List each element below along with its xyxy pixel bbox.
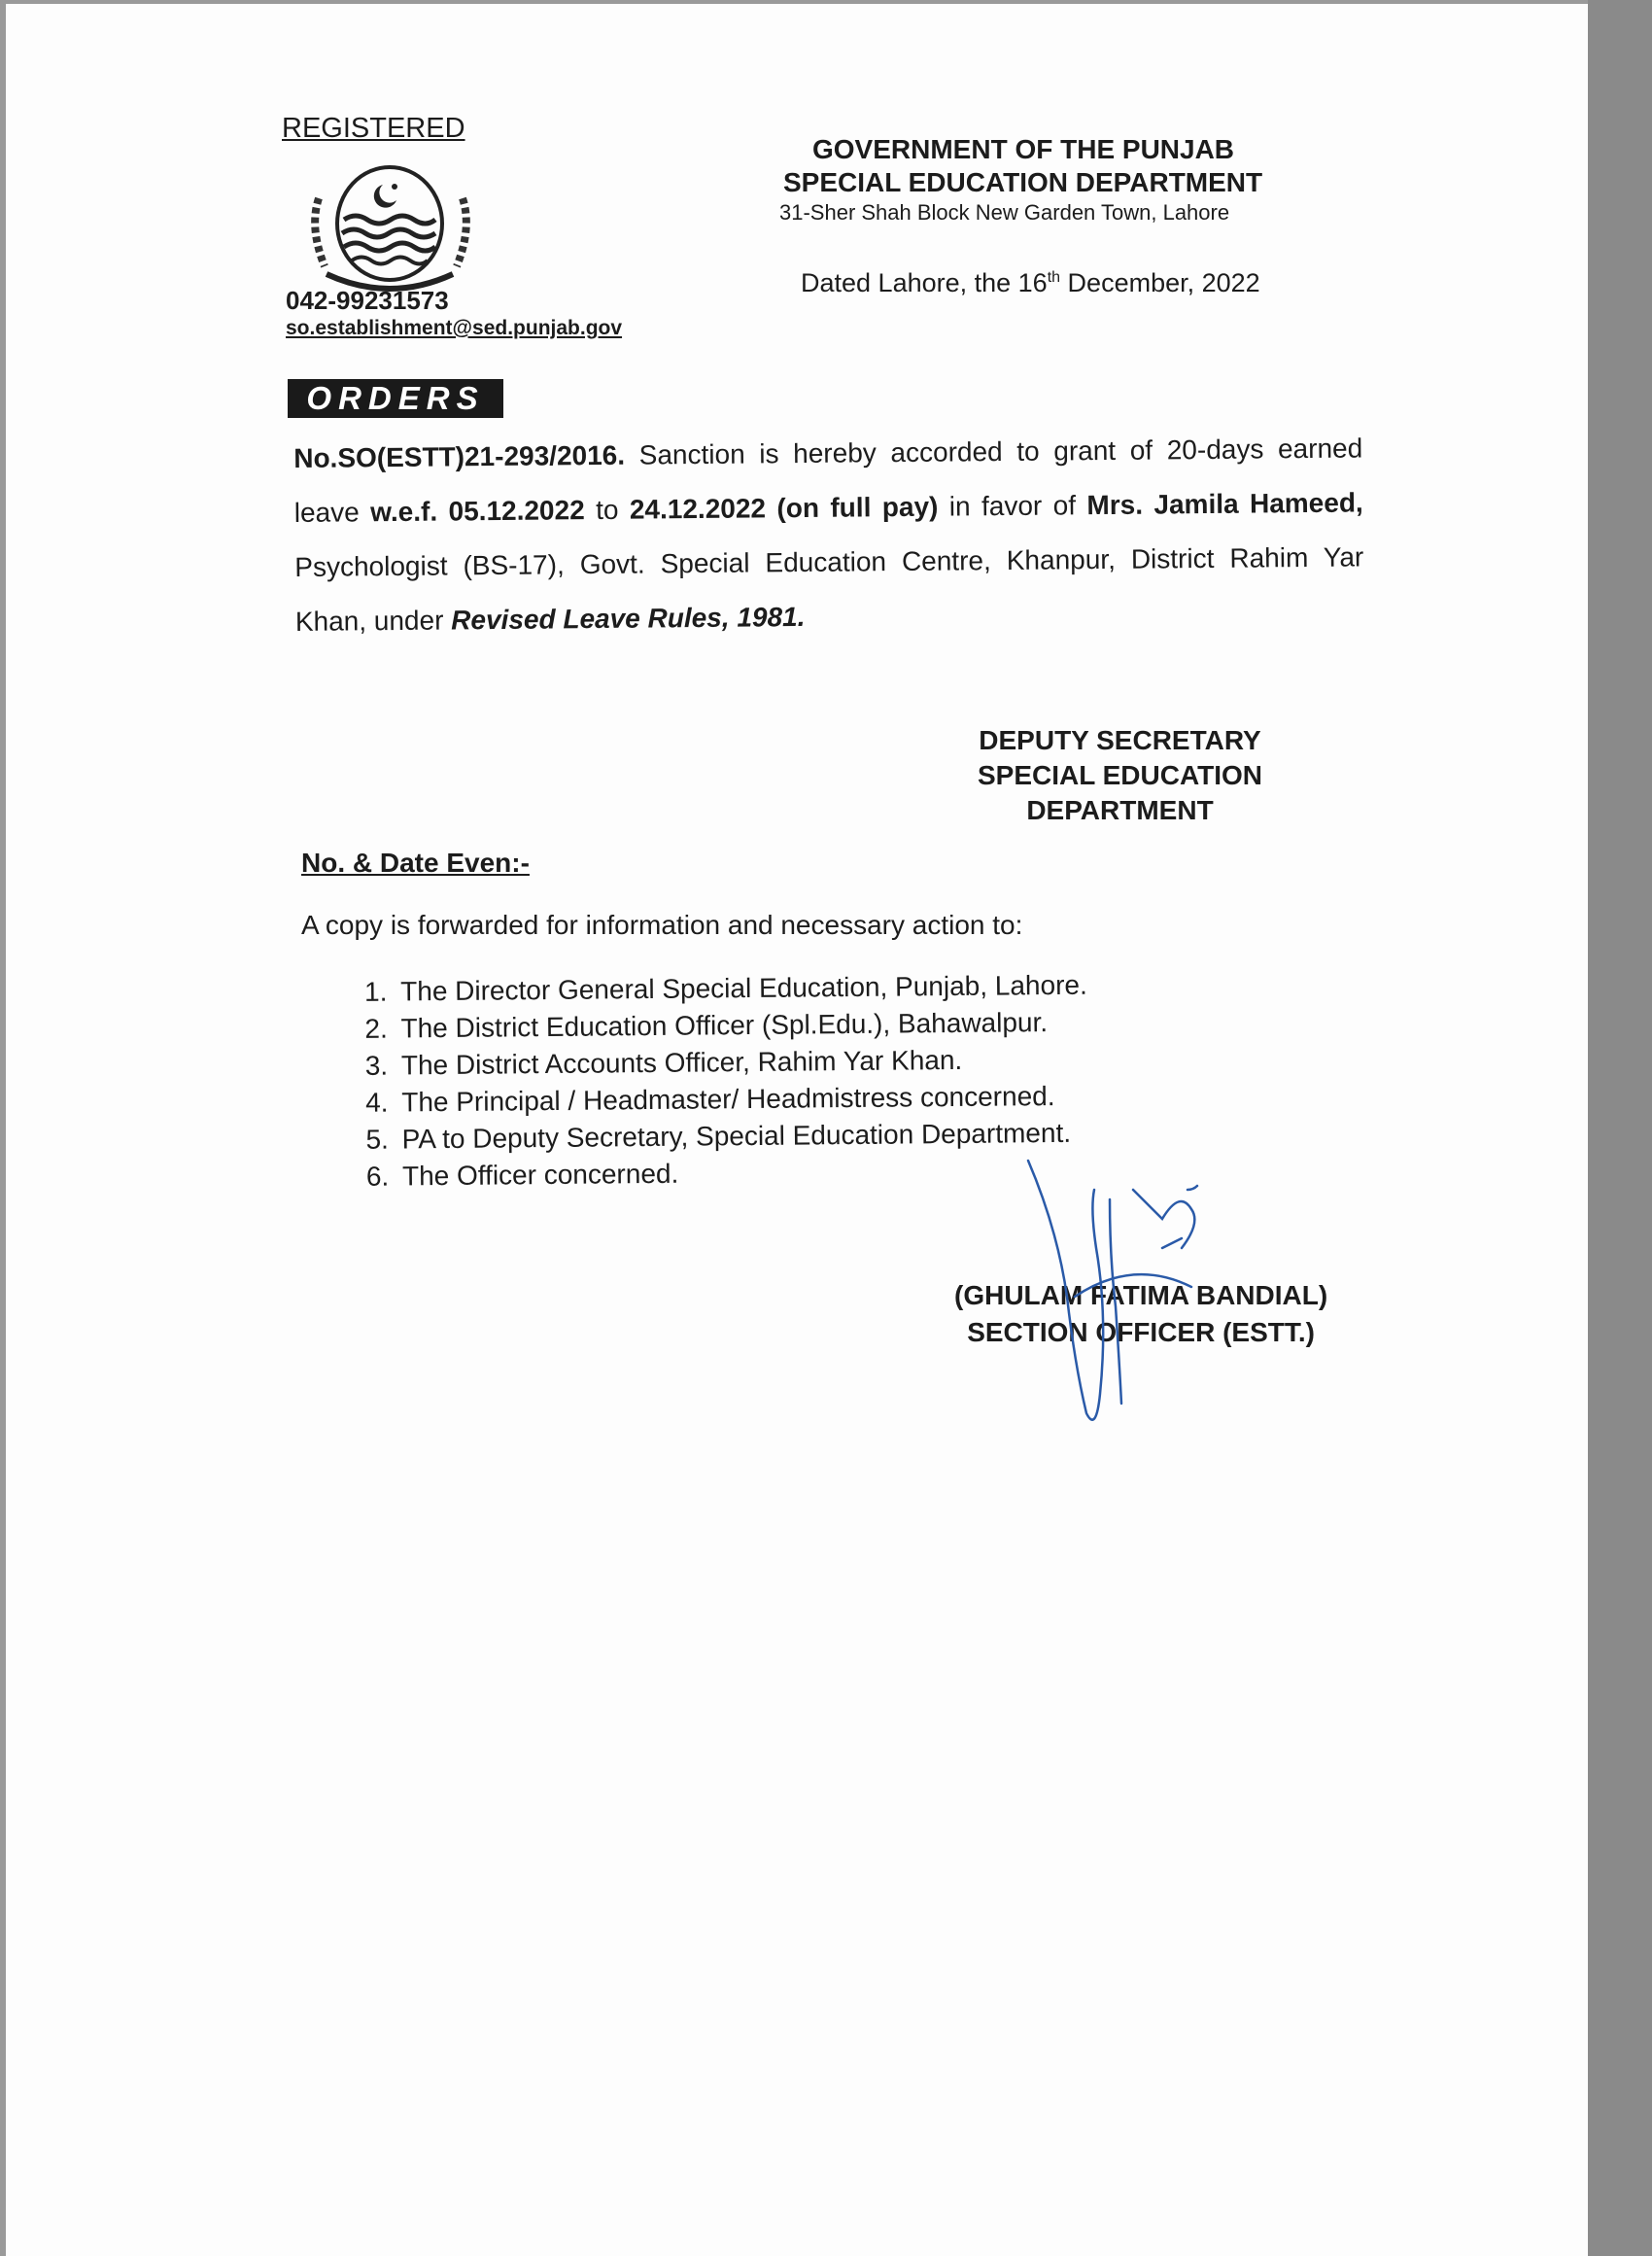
officer-name: (GHULAM FATIMA BANDIAL) <box>954 1280 1328 1310</box>
email-address: so.establishment@sed.punjab.gov <box>286 317 623 339</box>
punjab-emblem-icon <box>297 159 482 295</box>
document-page <box>6 4 1588 2256</box>
list-item: 5. PA to Deputy Secretary, Special Education Department. <box>396 1115 1088 1159</box>
copy-intro: A copy is forwarded for information and necessary action to: <box>301 910 1023 940</box>
department-address: 31-Sher Shah Block New Garden Town, Lahore <box>779 200 1230 225</box>
list-item: 1. The Director General Special Education, Punjab, Lahore. <box>395 967 1087 1011</box>
list-item: 4. The Principal / Headmaster/ Headmistress concerned. <box>396 1078 1088 1122</box>
registered-label: REGISTERED <box>282 113 465 144</box>
signature-icon <box>1016 1151 1250 1442</box>
copy-heading: No. & Date Even:- <box>301 848 530 878</box>
government-title: GOVERNMENT OF THE PUNJAB <box>812 134 1235 164</box>
date-line: Dated Lahore, the 16th December, 2022 <box>801 268 1260 297</box>
list-item: 3. The District Accounts Officer, Rahim Yar Khan. <box>396 1041 1088 1085</box>
scan-edge <box>1588 0 1652 2256</box>
orders-heading: ORDERS <box>288 379 503 418</box>
list-item: 6. The Officer concerned. <box>396 1152 1089 1196</box>
rules-reference: Revised Leave Rules, 1981. <box>451 601 806 636</box>
recipient-list <box>346 967 1089 1196</box>
department-title: SPECIAL EDUCATION DEPARTMENT <box>783 167 1263 197</box>
deputy-secretary-block: DEPUTY SECRETARY SPECIAL EDUCATION DEPARTMENT <box>978 725 1262 825</box>
employee-name: Mrs. Jamila Hameed, <box>1086 487 1363 521</box>
officer-title: SECTION OFFICER (ESTT.) <box>967 1317 1315 1347</box>
phone-number: 042-99231573 <box>286 286 449 315</box>
order-text: No.SO(ESTT)21-293/2016. Sanction is hereby accorded to grant of 20-days earned leave w.e.f. 05.12.2022 to 24.12.2022 (on full pay) in favor of Mrs. Jamila Hameed, Psychologist (BS-17), Govt. Special Education Centre, Khanpur, District Rahim Yar Khan, under Revised Leave Rules, 1981. <box>293 433 1364 637</box>
order-reference: No.SO(ESTT)21-293/2016. <box>293 439 626 473</box>
list-item: 2. The District Education Officer (Spl.Edu.), Bahawalpur. <box>395 1004 1087 1048</box>
